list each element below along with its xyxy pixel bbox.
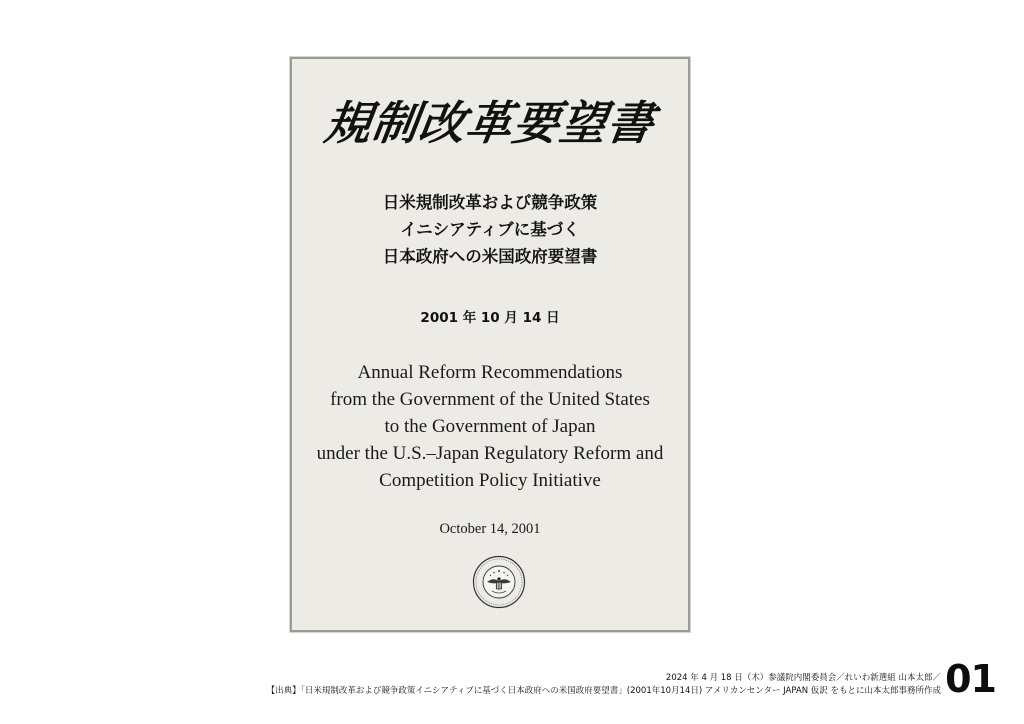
document-title-en (292, 359, 688, 494)
footer-source-note: 【出典】「日米規制改革および競争政策イニシアティブに基づく日本政府への米国政府要望書」(2001年10月14日) アメリカンセンター JAPAN 仮訳 をもとに山本太郎事務所作成 (266, 686, 941, 696)
subtitle-line: 日本政府への米国政府要望書 (382, 247, 598, 266)
presidential-seal-icon (472, 555, 526, 609)
page-number: 01 (945, 657, 996, 701)
title-line: from the Government of the United States (330, 389, 650, 410)
title-line: Competition Policy Initiative (379, 470, 601, 491)
title-line: under the U.S.–Japan Regulatory Reform and (316, 443, 664, 464)
document-date-jp: 2001 年 10 月 14 日 (420, 310, 560, 326)
title-line: Annual Reform Recommendations (357, 362, 623, 383)
subtitle-line: イニシアティブに基づく (400, 220, 580, 239)
document-title-jp: 規制改革要望書 (321, 96, 658, 150)
document-date-en: October 14, 2001 (439, 521, 541, 537)
footer-meeting-info: 2024 年 4 月 18 日（木）参議院内閣委員会／れいわ新選組 山本太郎／ (665, 673, 941, 683)
title-line: to the Government of Japan (384, 416, 596, 437)
subtitle-line: 日米規制改革および競争政策 (382, 193, 598, 212)
document-subtitle-jp (292, 189, 688, 270)
document-cover (290, 57, 690, 632)
